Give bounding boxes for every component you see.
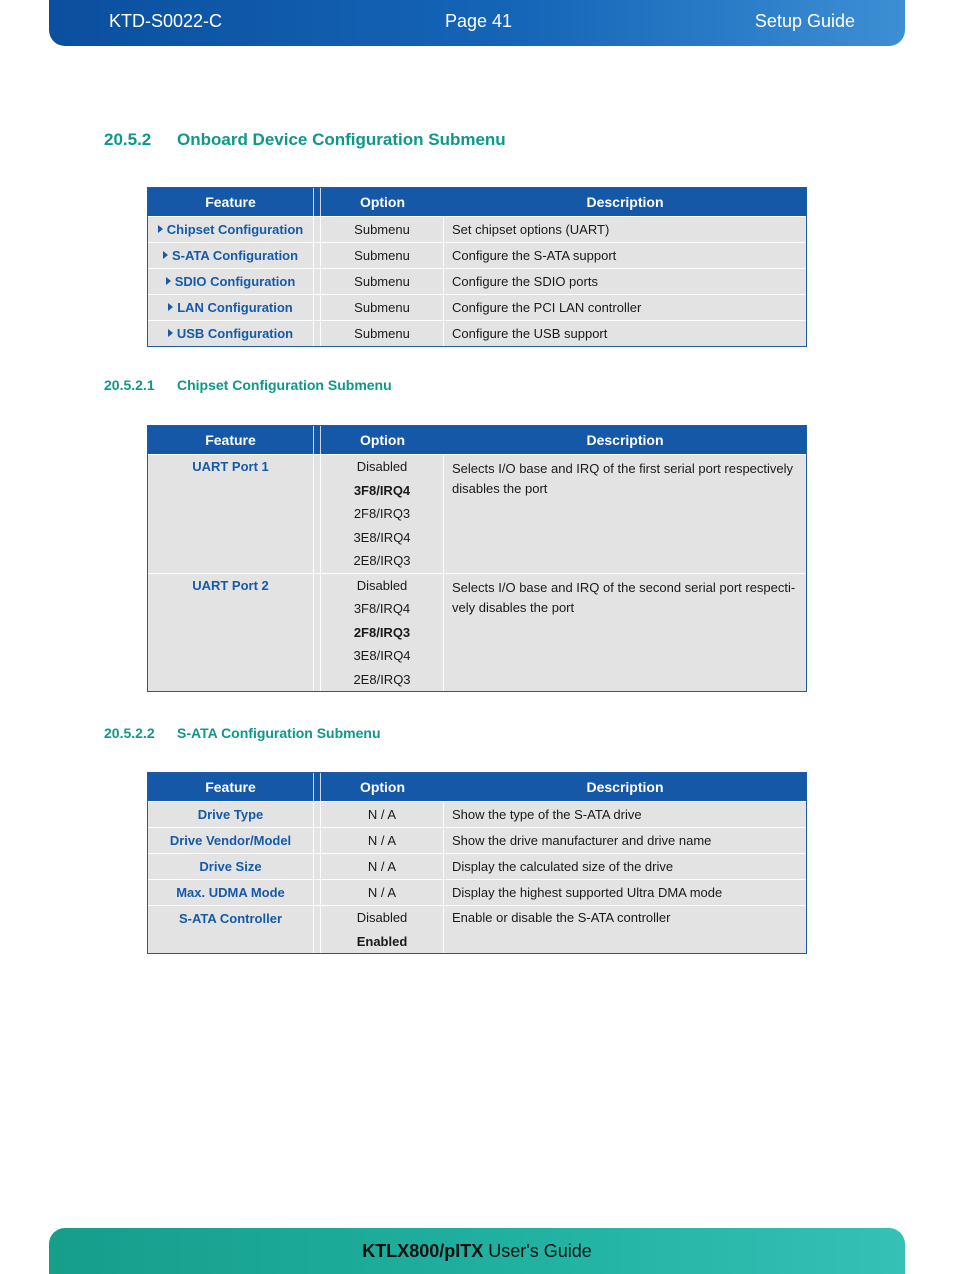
option-value: 2F8/IRQ3 bbox=[353, 506, 411, 521]
table-row bbox=[148, 216, 806, 242]
description-cell: Display the calculated size of the drive bbox=[452, 859, 674, 874]
feature-cell: UART Port 1 bbox=[192, 459, 269, 474]
feature-cell bbox=[148, 906, 313, 953]
option-cell: Submenu bbox=[321, 217, 444, 242]
feature-label: USB Configuration bbox=[176, 326, 294, 341]
option-column-header: Option bbox=[359, 779, 406, 795]
option-value: 2F8/IRQ3 bbox=[353, 624, 411, 640]
description-column-header: Description bbox=[586, 779, 664, 795]
table-row bbox=[148, 879, 806, 905]
cell-separator bbox=[313, 321, 321, 346]
feature-cell: UART Port 2 bbox=[192, 577, 269, 593]
feature-label: SDIO Configuration bbox=[174, 274, 296, 289]
feature-column-header: Feature bbox=[205, 432, 256, 448]
option-cell: N / A bbox=[321, 828, 444, 853]
document-id: KTD-S0022-C bbox=[109, 11, 223, 31]
option-cell: N / A bbox=[321, 880, 444, 905]
cell-separator bbox=[313, 854, 321, 879]
feature-label: S-ATA Controller bbox=[178, 911, 283, 926]
option-value: Disabled bbox=[356, 910, 408, 925]
page-number: Page 41 bbox=[445, 11, 513, 31]
feature-cell bbox=[148, 854, 313, 879]
description-cell: Set chipset options (UART) bbox=[452, 222, 610, 237]
table-row bbox=[148, 242, 806, 268]
triangle-right-icon bbox=[166, 277, 171, 285]
description-cell: Selects I/O base and IRQ of the second serial port respecti-vely disables the port bbox=[452, 579, 796, 615]
triangle-right-icon bbox=[163, 251, 168, 259]
cell-separator bbox=[313, 880, 321, 905]
feature-cell[interactable] bbox=[148, 217, 313, 242]
subsection-title: S-ATA Configuration Submenu bbox=[177, 725, 381, 741]
option-cell: Submenu bbox=[321, 269, 444, 294]
feature-label: S-ATA Configuration bbox=[171, 248, 299, 263]
option-cell bbox=[321, 455, 444, 573]
option-cell: Submenu bbox=[321, 295, 444, 320]
triangle-right-icon bbox=[158, 225, 163, 233]
feature-label: Drive Vendor/Model bbox=[169, 833, 292, 848]
description-cell: Configure the SDIO ports bbox=[452, 274, 598, 289]
page-footer bbox=[49, 1228, 905, 1274]
page-header bbox=[49, 0, 905, 46]
option-value: 2E8/IRQ3 bbox=[353, 553, 411, 568]
cell-separator bbox=[313, 217, 321, 242]
option-column-header: Option bbox=[359, 432, 406, 448]
feature-cell bbox=[148, 802, 313, 827]
option-value: 3E8/IRQ4 bbox=[353, 648, 411, 663]
triangle-right-icon bbox=[168, 303, 173, 311]
subsection-number: 20.5.2.1 bbox=[104, 377, 155, 393]
table-row bbox=[148, 320, 806, 346]
option-value: 2E8/IRQ3 bbox=[353, 671, 411, 687]
feature-cell bbox=[148, 828, 313, 853]
table-header bbox=[148, 426, 806, 454]
table-row bbox=[148, 853, 806, 879]
product-model: KTLX800/pITX bbox=[362, 1241, 484, 1261]
feature-label: Drive Size bbox=[199, 859, 262, 874]
option-column-header: Option bbox=[359, 194, 406, 210]
feature-cell[interactable] bbox=[148, 243, 313, 268]
description-cell: Enable or disable the S-ATA controller bbox=[452, 910, 671, 925]
description-cell: Configure the S-ATA support bbox=[452, 248, 617, 263]
cell-separator bbox=[313, 574, 321, 692]
option-cell: Submenu bbox=[321, 321, 444, 346]
option-value: 3F8/IRQ4 bbox=[353, 601, 411, 616]
cell-separator bbox=[313, 295, 321, 320]
description-cell: Configure the USB support bbox=[452, 326, 608, 341]
description-cell: Show the type of the S-ATA drive bbox=[452, 807, 642, 822]
feature-label: Chipset Configuration bbox=[166, 222, 304, 237]
description-cell: Selects I/O base and IRQ of the first serial port respectively disables the port bbox=[452, 461, 794, 496]
cell-separator bbox=[313, 269, 321, 294]
table-row bbox=[148, 294, 806, 320]
table-header bbox=[148, 773, 806, 801]
section-heading bbox=[104, 130, 506, 150]
option-value: Enabled bbox=[356, 933, 408, 949]
table-row bbox=[148, 827, 806, 853]
sata-config-table bbox=[147, 772, 807, 954]
option-value: Disabled bbox=[356, 577, 408, 593]
option-cell: N / A bbox=[321, 854, 444, 879]
feature-label: LAN Configuration bbox=[177, 300, 293, 315]
feature-column-header: Feature bbox=[205, 194, 256, 210]
feature-label: Drive Type bbox=[197, 807, 264, 822]
option-value: Disabled bbox=[356, 459, 408, 474]
section-title: Onboard Device Configuration Submenu bbox=[177, 130, 506, 149]
option-value: 3E8/IRQ4 bbox=[353, 529, 411, 545]
feature-cell[interactable] bbox=[148, 295, 313, 320]
section-name: Setup Guide bbox=[754, 11, 855, 31]
subsection-title: Chipset Configuration Submenu bbox=[177, 377, 392, 393]
feature-label: Max. UDMA Mode bbox=[176, 885, 285, 900]
feature-cell bbox=[148, 880, 313, 905]
table-row bbox=[148, 801, 806, 827]
table-row bbox=[148, 573, 806, 692]
option-cell: Submenu bbox=[321, 243, 444, 268]
description-cell: Configure the PCI LAN controller bbox=[452, 300, 642, 315]
triangle-right-icon bbox=[168, 329, 173, 337]
description-cell: Show the drive manufacturer and drive name bbox=[452, 833, 712, 848]
cell-separator bbox=[313, 802, 321, 827]
subsection-heading-sata bbox=[104, 725, 381, 741]
table-row bbox=[148, 454, 806, 573]
cell-separator bbox=[313, 828, 321, 853]
chipset-config-table bbox=[147, 425, 807, 692]
description-cell: Display the highest supported Ultra DMA mode bbox=[452, 885, 723, 900]
table-header bbox=[148, 188, 806, 216]
option-cell bbox=[321, 574, 444, 692]
description-column-header: Description bbox=[586, 432, 664, 448]
table-row bbox=[148, 268, 806, 294]
subsection-number: 20.5.2.2 bbox=[104, 725, 155, 741]
option-value: 3F8/IRQ4 bbox=[353, 482, 411, 498]
footer-suffix: User's Guide bbox=[483, 1241, 592, 1261]
cell-separator bbox=[313, 455, 321, 573]
section-number: 20.5.2 bbox=[104, 130, 152, 149]
table-row bbox=[148, 905, 806, 953]
option-cell: N / A bbox=[321, 802, 444, 827]
subsection-heading-chipset bbox=[104, 377, 392, 393]
feature-cell[interactable] bbox=[148, 269, 313, 294]
cell-separator bbox=[313, 906, 321, 953]
feature-column-header: Feature bbox=[205, 779, 256, 795]
feature-cell[interactable] bbox=[148, 321, 313, 346]
option-cell bbox=[321, 906, 444, 953]
cell-separator bbox=[313, 243, 321, 268]
onboard-device-table bbox=[147, 187, 807, 347]
description-column-header: Description bbox=[586, 194, 664, 210]
